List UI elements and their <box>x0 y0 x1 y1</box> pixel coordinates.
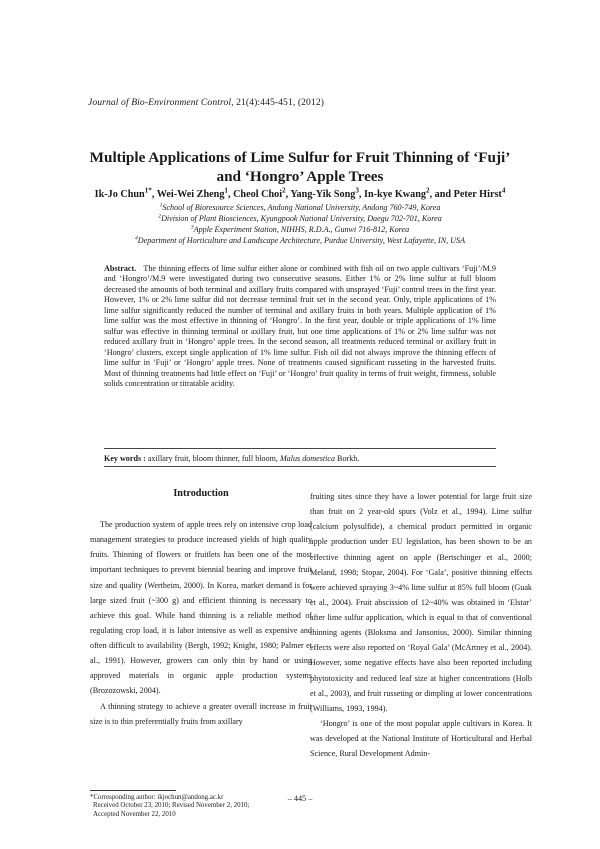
keywords-tail: Borkh. <box>337 454 360 463</box>
author-name: Peter Hirst <box>453 189 502 200</box>
keywords-bottom-rule <box>104 466 496 467</box>
section-heading-introduction: Introduction <box>173 488 229 499</box>
page-number: – 445 – <box>287 794 313 803</box>
intro-paragraph-2: A thinning strategy to achieve a greater overall increase in fruit size is to thin preferentially fruits from axillary <box>90 701 312 726</box>
author-separator: , <box>227 189 234 200</box>
affiliation-mark: 3 <box>190 224 194 231</box>
paper-title <box>60 148 540 186</box>
affiliation-mark: 4 <box>134 235 138 242</box>
abstract-text: The thinning effects of lime sulfur either alone or combined with fish oil on two apple cultivars ‘Fuji’/M.9 and ‘Hongro’/M.9 were investigated during two consecutive seasons. Either 1% or 2% lime sulfur at full bloom decreased the amounts of both terminal and axillary fruits compared with unsprayed ‘Fuji’ control trees in the first year. However, 1% or 2% lime sulfur did not decrease terminal fruit set in the second year. Only, triple applications of 1% lime sulfur significantly reduced the number of terminal and axillary fruits in both years. Multiple application of 1% lime sulfur was the most effective in thinning of ‘Hongro’. In the first year, double or triple applications of 1% lime sulfur was effective in thinning terminal or axillary fruit, but one time applications of 1% or 2% lime sulfur was not reduced axillary fruit in ‘Hongro’ apple trees. In the second season, all treatments reduced terminal or axillary fruit in ‘Hongro’ clusters, except single application of 1% lime sulfur. Fish oil did not always improve the thinning effects of lime sulfur in ‘Fuji’ or ‘Hongro’ apple trees. None of treatments caused significant russeting in the harvested fruits. Most of thinning treatments had little effect on ‘Fuji’ or ‘Hongro’ fruit quality in terms of fruit weight, firmness, soluble solids concentration or titratable acidity. <box>104 264 496 388</box>
author-affiliation-mark: 2 <box>426 186 430 195</box>
author-separator: , <box>358 189 364 200</box>
author-list <box>40 188 560 201</box>
affiliation <box>40 214 560 225</box>
intro-paragraph-3: fruiting sites since they have a lower potential for large fruit size than fruit on 2 year-old spurs (Volz et al., 1994). Lime sulfur (calcium polysulfide), a chemical product permitted in organic apple production under EU legislation, has been shown to be an effective thinning agent on apple (Bertschinger et al., 2000; Meland, 1998; Stopar, 2004). For ‘Gala’, positive thinning effects were achieved spraying 3~4% lime sulfur at 85% full bloom (Guak et al., 2004). Fruit abscission of 12~40% was obtained in ‘Elstar’ after lime sulfur application, which is equal to that of conventional thinning agents (Bloksma and Jansonius, 2000). Similar thinning effects were also reported on ‘Royal Gala’ (McArtney et al., 2004). However, some negative effects have also been reported including phytotoxicity and reduced leaf size at higher concentrations (Holb et al., 2003), and fruit russeting or dimpling at lower concentrations (Williams, 1993, 1994). <box>310 492 532 713</box>
affiliation-text: Division of Plant Biosciences, Kyungpook National University, Daegu 702-701, Korea <box>161 213 442 223</box>
author-name: In-kye Kwang <box>364 189 426 200</box>
affiliation-text: Department of Horticulture and Landscape Architecture, Purdue University, West Lafayette, IN, USA <box>137 235 466 245</box>
affiliation <box>40 225 560 236</box>
intro-paragraph-4: ‘Hongro’ is one of the most popular apple cultivars in Korea. It was developed at the National Institute of Horticultural and Herbal Science, Rural Development Admin- <box>310 718 532 759</box>
author-affiliation-mark: 4 <box>501 186 506 195</box>
author-affiliation-mark: 1* <box>144 186 152 195</box>
author-affiliation-mark: 3 <box>355 186 359 195</box>
affiliation-text: Apple Experiment Station, NIHHS, R.D.A., Gunwi 716-812, Korea <box>193 224 410 234</box>
author-separator: , and <box>429 189 454 200</box>
author-affiliation-mark: 2 <box>282 186 286 195</box>
title-line-2: and ‘Hongro’ Apple Trees <box>216 168 384 185</box>
affiliation-mark: 1 <box>159 202 163 209</box>
author-name: Wei-Wei Zheng <box>156 189 225 200</box>
affiliation-text: School of Bioresource Sciences, Andong National University, Andong 760-749, Korea <box>162 203 441 212</box>
keywords-top-rule <box>104 448 496 449</box>
abstract <box>104 264 496 389</box>
affiliation <box>40 236 560 247</box>
footnote-rule <box>90 790 176 791</box>
intro-paragraph-1: The production system of apple trees rely on intensive crop load management strategies to produce increased yields of high quality fruits. Thinning of flowers or fruitlets has been one of the most important techniques to prevent biennial bearing and improve fruit size and quality (Wertheim, 2000). In Korea, market demand is for large sized fruit (~300 g) and efficient thinning is necessary to achieve this goal. While hand thinning is a reliable method of regulating crop load, it is labor intensive as well as expensive and often difficult to availability (Bergh, 1992; Knight, 1980; Palmer et al., 1991). However, growers can only thin by hand or using approved materials in organic apple production systems (Brozozowski, 2004). <box>90 520 312 696</box>
author-separator: , <box>285 189 291 200</box>
left-column <box>90 487 312 729</box>
author-name: Cheol Choi <box>233 189 283 200</box>
affiliation-mark: 2 <box>158 213 162 220</box>
keywords-species: Malus domestica <box>279 454 336 463</box>
author-name: Ik-Jo Chun <box>94 189 145 200</box>
journal-name: Journal of Bio-Environment Control, <box>88 97 234 108</box>
author-separator: , <box>151 189 157 200</box>
journal-citation <box>88 97 324 108</box>
affiliation-list <box>40 203 560 247</box>
keywords-label: Key words : <box>104 454 146 463</box>
right-column <box>310 489 532 761</box>
author-name: Yang-Yik Song <box>290 189 356 200</box>
corresponding-author: *Corresponding author: ikjochun@andong.ac.kr <box>90 794 224 801</box>
abstract-label: Abstract. <box>104 264 137 273</box>
author-affiliation-mark: 1 <box>224 186 228 195</box>
title-line-1: Multiple Applications of Lime Sulfur for Fruit Thinning of ‘Fuji’ <box>89 149 511 166</box>
accepted-date: Accepted November 22, 2010 <box>93 810 176 818</box>
affiliation <box>40 203 560 214</box>
received-date: Received October 23, 2010; Revised November 2, 2010; <box>93 802 250 810</box>
keywords-text: axillary fruit, bloom thinner, full bloom, <box>147 454 278 463</box>
journal-volume: 21(4):445-451, (2012) <box>236 97 325 108</box>
keywords <box>104 453 496 464</box>
